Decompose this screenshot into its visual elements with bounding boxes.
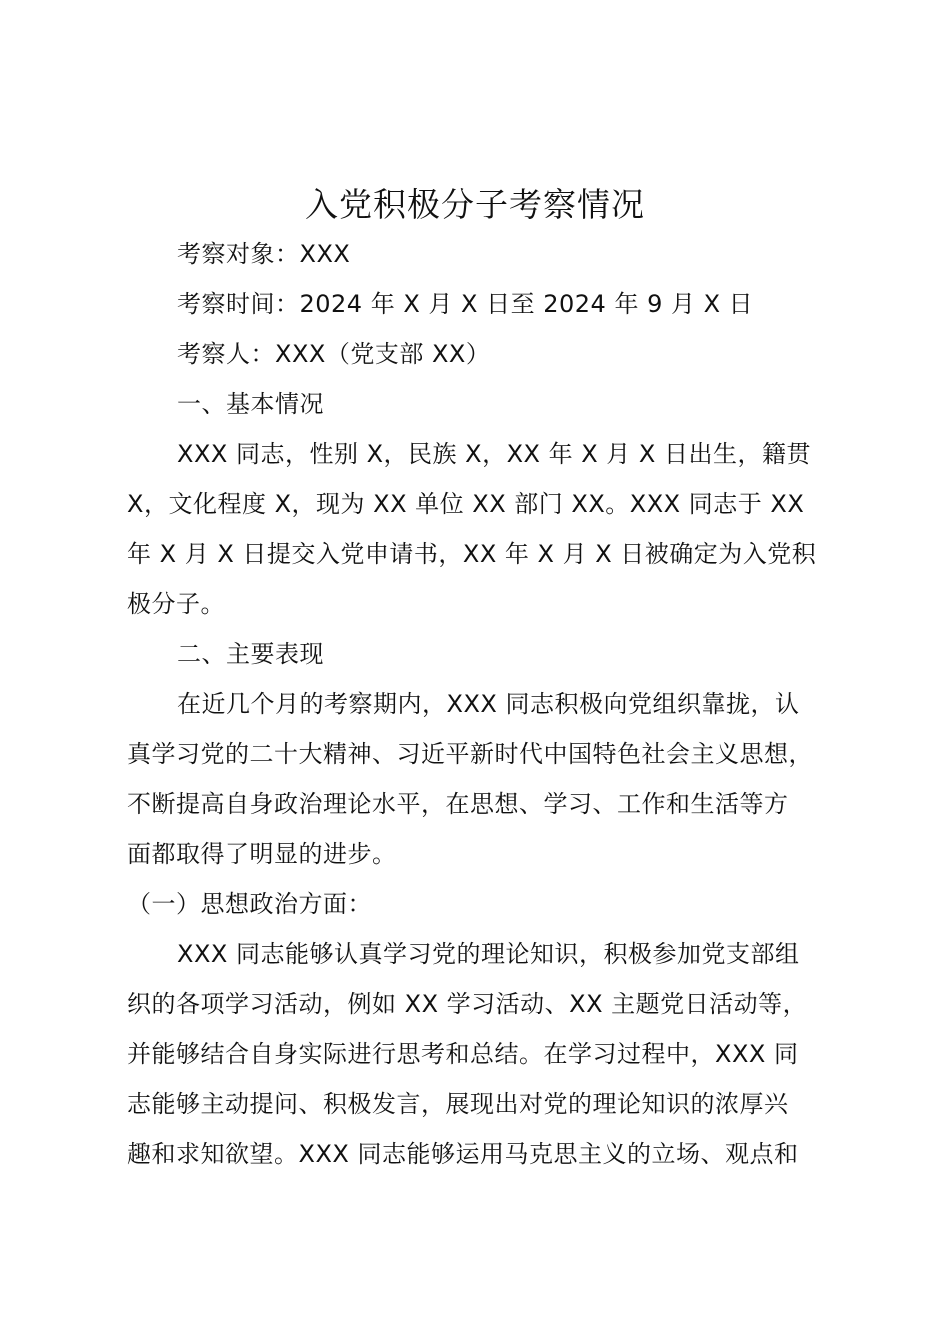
paragraph-line: 织的各项学习活动，例如 XX 学习活动、XX 主题党日活动等， (127, 990, 808, 1018)
paragraph-line: X，文化程度 X，现为 XX 单位 XX 部门 XX。XXX 同志于 XX (127, 490, 805, 518)
paragraph-line: 年 X 月 X 日提交入党申请书，XX 年 X 月 X 日被确定为入党积 (127, 540, 817, 568)
paragraph-line: 不断提高自身政治理论水平，在思想、学习、工作和生活等方 (127, 790, 789, 818)
paragraph-line: 在近几个月的考察期内，XXX 同志积极向党组织靠拢，认 (177, 690, 800, 718)
subsection-heading-ideology: （一）思想政治方面： (127, 890, 372, 918)
paragraph-line: 面都取得了明显的进步。 (127, 840, 397, 868)
section-heading-performance: 二、主要表现 (177, 640, 324, 668)
paragraph-line: XXX 同志能够认真学习党的理论知识，积极参加党支部组 (177, 940, 800, 968)
paragraph-line: XXX 同志，性别 X，民族 X，XX 年 X 月 X 日出生，籍贯 (177, 440, 812, 468)
section-heading-basic: 一、基本情况 (177, 390, 324, 418)
paragraph-line: 真学习党的二十大精神、习近平新时代中国特色社会主义思想， (127, 740, 813, 768)
document-title: 入党积极分子考察情况 (305, 185, 645, 224)
inspection-subject-line: 考察对象：XXX (177, 240, 351, 268)
inspection-period-line: 考察时间：2024 年 X 月 X 日至 2024 年 9 月 X 日 (177, 290, 754, 318)
paragraph-line: 极分子。 (127, 590, 225, 618)
inspector-line: 考察人：XXX（党支部 XX） (177, 340, 491, 368)
paragraph-line: 志能够主动提问、积极发言，展现出对党的理论知识的浓厚兴 (127, 1090, 789, 1118)
paragraph-line: 趣和求知欲望。XXX 同志能够运用马克思主义的立场、观点和 (127, 1140, 799, 1168)
paragraph-line: 并能够结合自身实际进行思考和总结。在学习过程中，XXX 同 (127, 1040, 799, 1068)
